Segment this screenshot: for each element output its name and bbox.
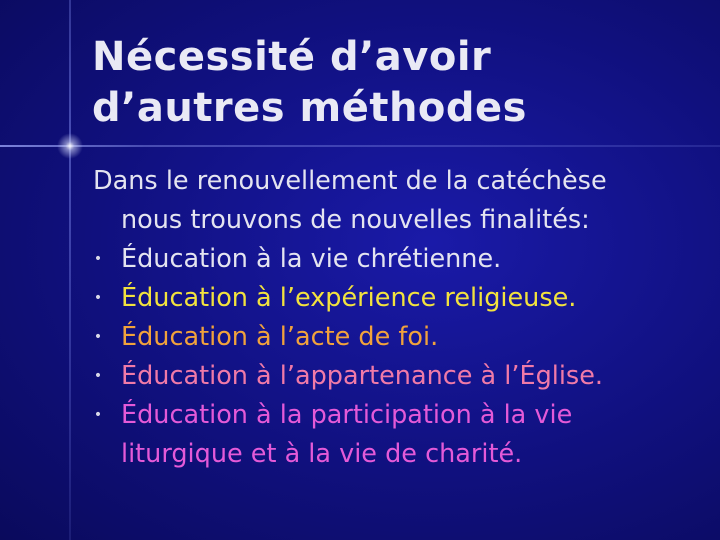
- bullet-icon: •: [93, 368, 103, 384]
- bullet-item-1: [93, 240, 713, 279]
- bullet-item-5: [93, 396, 713, 435]
- title-line-1: Nécessité d’avoir: [92, 34, 492, 80]
- bullet-icon: •: [93, 251, 103, 267]
- bullet-text: Éducation à la participation à la vie: [121, 400, 573, 430]
- bullet-icon: •: [93, 329, 103, 345]
- bullet-text: Éducation à l’expérience religieuse.: [121, 283, 577, 313]
- decorative-horizontal-line: [0, 145, 720, 147]
- bullet-item-5-continuation: liturgique et à la vie de charité.: [121, 439, 523, 469]
- bullet-item-4: [93, 357, 713, 396]
- bullet-text: Éducation à l’appartenance à l’Église.: [121, 361, 604, 391]
- intro-line-1: Dans le renouvellement de la catéchèse: [93, 166, 607, 196]
- bullet-text: Éducation à la vie chrétienne.: [121, 244, 502, 274]
- intro-line-2: nous trouvons de nouvelles finalités:: [121, 205, 590, 235]
- slide-title: [92, 32, 702, 134]
- bullet-icon: •: [93, 407, 103, 423]
- slide-body: [93, 162, 713, 474]
- decorative-vertical-line: [69, 0, 71, 540]
- bullet-text: Éducation à l’acte de foi.: [121, 322, 439, 352]
- bullet-icon: •: [93, 290, 103, 306]
- title-line-2: d’autres méthodes: [92, 85, 527, 131]
- sparkle-star-icon: [56, 132, 84, 160]
- bullet-item-2: [93, 279, 713, 318]
- bullet-item-3: [93, 318, 713, 357]
